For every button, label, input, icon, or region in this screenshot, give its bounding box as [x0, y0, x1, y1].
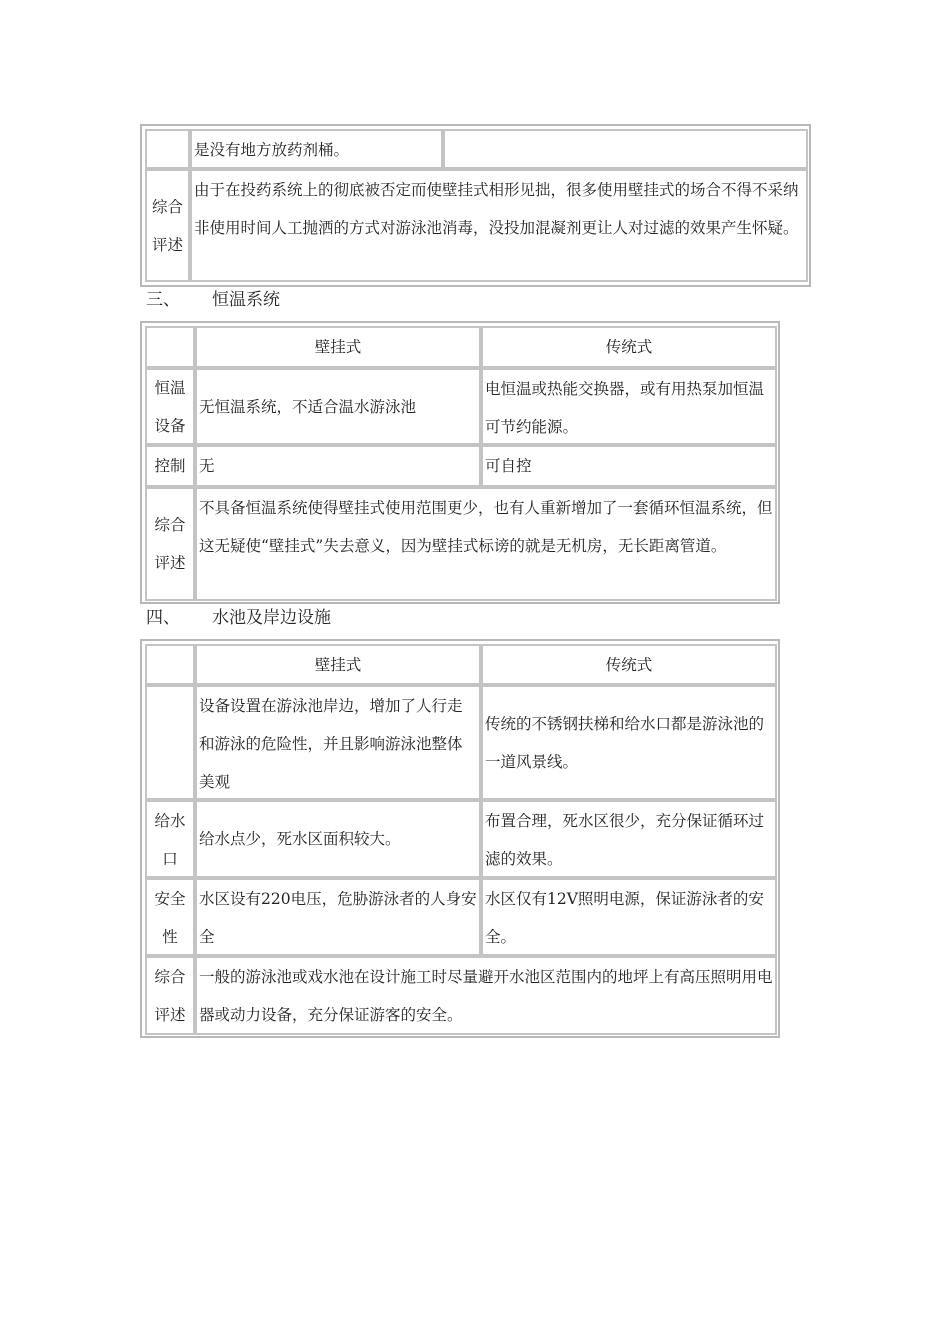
- cell-deck-traditional: [481, 685, 777, 800]
- summary-label: [145, 487, 195, 601]
- row-label-text: 安全性: [154, 890, 186, 946]
- section-number: 三、: [146, 290, 180, 310]
- section-heading-3: [146, 288, 280, 312]
- section-heading-4: [146, 606, 331, 630]
- section-title: 水池及岸边设施: [212, 608, 331, 628]
- row-label-empty: [145, 685, 195, 800]
- header-wall-mounted: 壁挂式: [195, 326, 481, 368]
- table-water-treatment-continued: [140, 124, 811, 287]
- cell-control-wall-mounted: 无: [195, 445, 481, 487]
- summary-label: [145, 169, 190, 282]
- row-label-safety: [145, 878, 195, 956]
- summary-text: 由于在投药系统上的彻底被否定而使壁挂式相形见拙，很多使用壁挂式的场合不得不采纳非使用时间人工抛洒的方式对游泳池消毒，没投加混凝剂更让人对过滤的效果产生怀疑。: [190, 169, 808, 282]
- cell-safety-traditional: 水区仅有12V照明电源，保证游泳者的安全。: [481, 878, 777, 956]
- cell-deck-wall-mounted: 设备设置在游泳池岸边，增加了人行走和游泳的危险性，并且影响游泳池整体美观: [195, 685, 481, 800]
- summary-text: 一般的游泳池或戏水池在设计施工时尽量避开水池区范围内的地坪上有高压照明用电器或动力设备，充分保证游客的安全。: [195, 956, 777, 1035]
- header-traditional: 传统式: [481, 644, 777, 685]
- cell-heating-wall-mounted: [195, 368, 481, 445]
- summary-label-text: 综合评述: [151, 197, 183, 254]
- cell-text: 给水点少，死水区面积较大。: [199, 830, 401, 848]
- table-cell-wall-mounted: 是没有地方放药剂桶。: [190, 129, 443, 169]
- row-label-text: 恒温设备: [154, 378, 186, 435]
- cell-heating-traditional: 电恒温或热能交换器，或有用热泵加恒温可节约能源。: [481, 368, 777, 445]
- cell-inlet-traditional: 布置合理，死水区很少，充分保证循环过滤的效果。: [481, 800, 777, 878]
- cell-safety-wall-mounted: 水区设有220电压，危胁游泳者的人身安全: [195, 878, 481, 956]
- table-pool-and-deck-facilities: [140, 639, 780, 1038]
- summary-label: [145, 956, 195, 1035]
- summary-text: 不具备恒温系统使得壁挂式使用范围更少，也有人重新增加了一套循环恒温系统，但这无疑使“壁挂式”失去意义，因为壁挂式标谤的就是无机房，无长距离管道。: [195, 487, 777, 601]
- row-label-water-inlet: [145, 800, 195, 878]
- row-label-heating-equipment: [145, 368, 195, 445]
- table-cell-traditional: [443, 129, 808, 169]
- table-row-empty-label: [145, 129, 190, 169]
- table-constant-temperature: [140, 321, 780, 604]
- cell-control-traditional: 可自控: [481, 445, 777, 487]
- header-wall-mounted: 壁挂式: [195, 644, 481, 685]
- header-corner: [145, 644, 195, 685]
- header-traditional: 传统式: [481, 326, 777, 368]
- header-corner: [145, 326, 195, 368]
- summary-label-text: 综合评述: [154, 968, 186, 1024]
- row-label-text: 给水口: [154, 812, 186, 868]
- section-title: 恒温系统: [212, 290, 280, 310]
- cell-inlet-wall-mounted: [195, 800, 481, 878]
- row-label-control: 控制: [145, 445, 195, 487]
- section-number: 四、: [146, 608, 180, 628]
- summary-label-text: 综合评述: [154, 516, 186, 572]
- cell-text: 无恒温系统，不适合温水游泳池: [199, 397, 417, 416]
- cell-text: 传统的不锈钢扶梯和给水口都是游泳池的一道风景线。: [485, 714, 765, 771]
